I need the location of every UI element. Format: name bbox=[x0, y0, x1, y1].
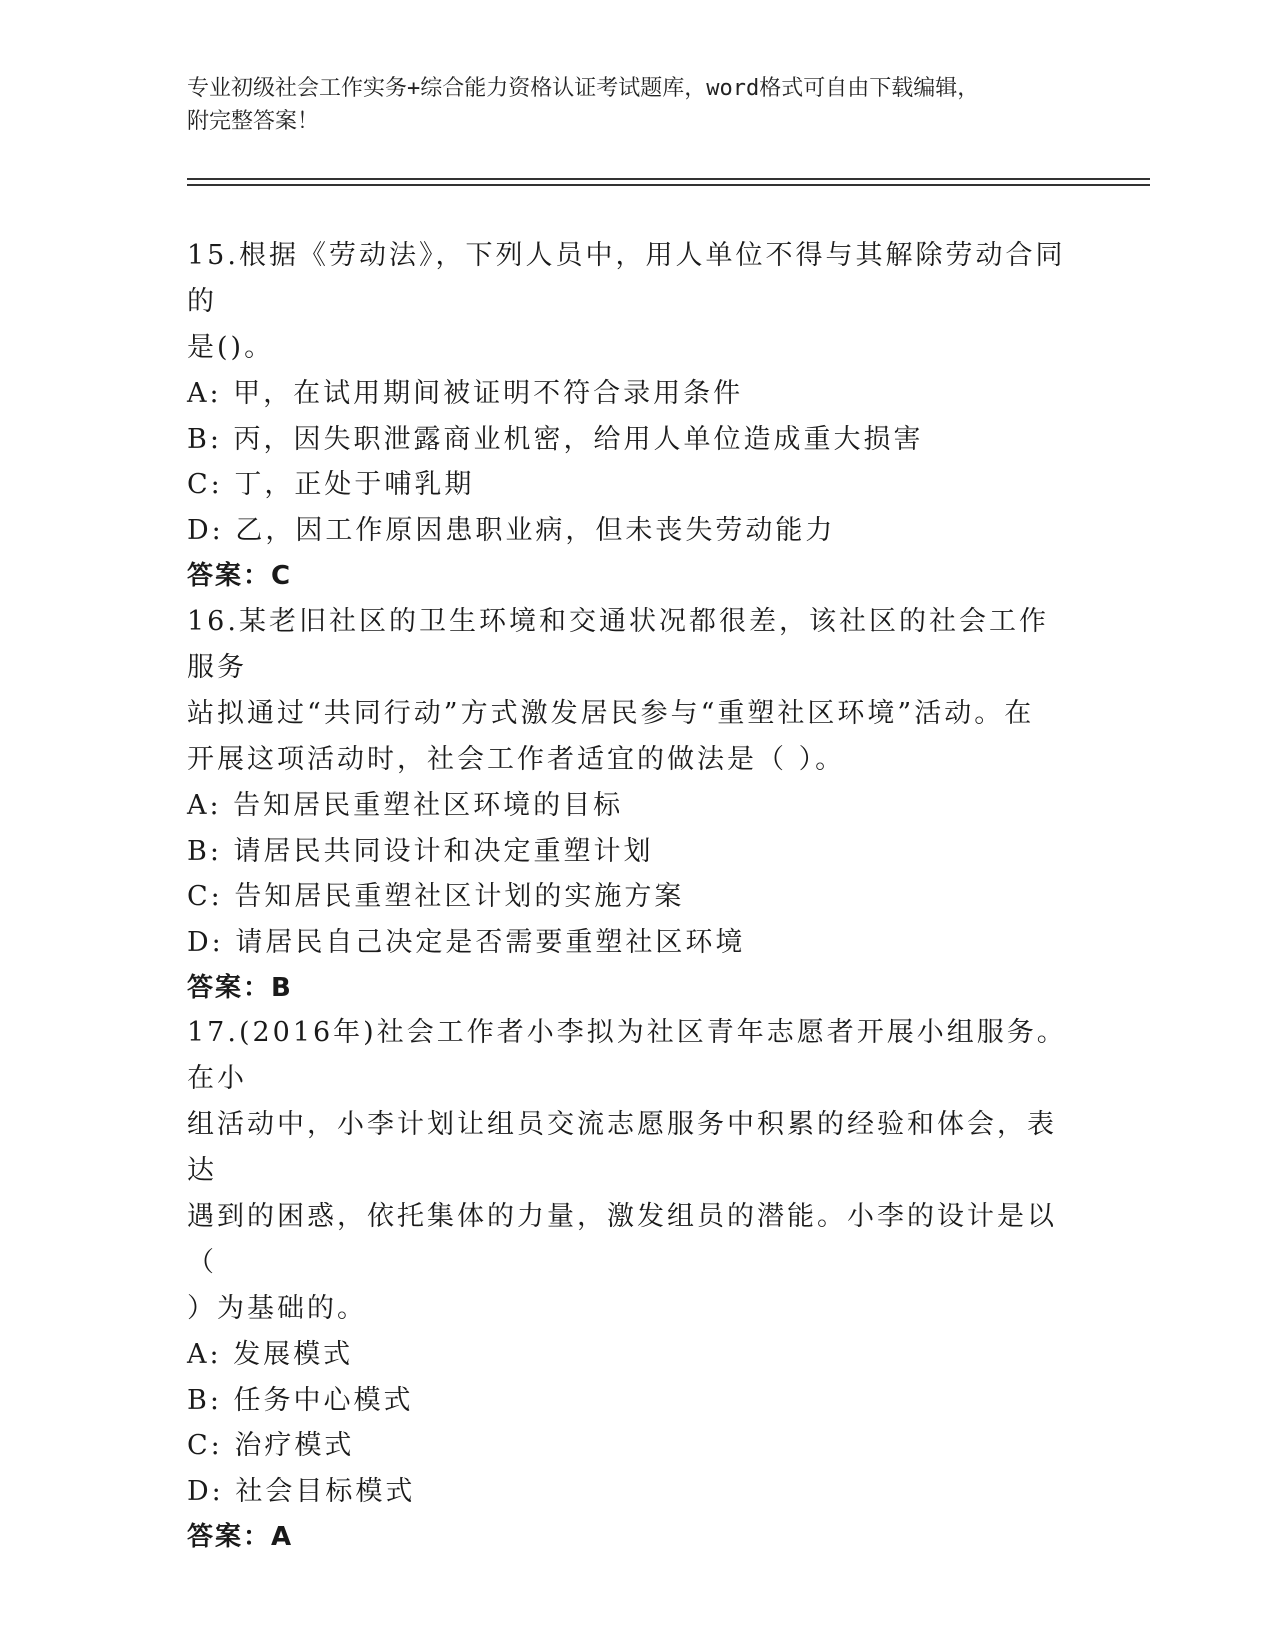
question-stem-line: ）为基础的。 bbox=[187, 1293, 367, 1324]
question-stem-line: 是()。 bbox=[187, 332, 275, 363]
option-c: C: 告知居民重塑社区计划的实施方案 bbox=[187, 881, 685, 912]
question-17 bbox=[187, 1010, 1077, 1560]
question-stem-line: 组活动中，小李计划让组员交流志愿服务中积累的经验和体会，表达 bbox=[187, 1109, 1057, 1186]
option-a: A: 发展模式 bbox=[187, 1339, 354, 1370]
option-c: C: 丁，正处于哺乳期 bbox=[187, 469, 475, 500]
question-stem-line: 遇到的困惑，依托集体的力量，激发组员的潜能。小李的设计是以（ bbox=[187, 1201, 1057, 1278]
option-a: A: 甲，在试用期间被证明不符合录用条件 bbox=[187, 378, 744, 409]
question-stem-line: 15.根据《劳动法》，下列人员中，用人单位不得与其解除劳动合同的 bbox=[187, 240, 1066, 317]
option-d: D: 社会目标模式 bbox=[187, 1475, 416, 1507]
document-header bbox=[187, 72, 1067, 138]
header-line-2: 附完整答案！ bbox=[187, 109, 320, 134]
answer-label: 答案：B bbox=[187, 973, 293, 1003]
answer-label: 答案：C bbox=[187, 561, 293, 591]
answer-label: 答案：A bbox=[187, 1522, 294, 1552]
header-line-1: 专业初级社会工作实务+综合能力资格认证考试题库，word格式可自由下载编辑， bbox=[187, 76, 980, 101]
option-b: B: 任务中心模式 bbox=[187, 1384, 414, 1416]
question-stem-line: 16.某老旧社区的卫生环境和交通状况都很差，该社区的社会工作服务 bbox=[187, 606, 1049, 683]
option-b: B: 请居民共同设计和决定重塑计划 bbox=[187, 835, 654, 867]
option-d: D: 乙，因工作原因患职业病，但未丧失劳动能力 bbox=[187, 514, 836, 546]
question-stem-line: 17.(2016年)社会工作者小李拟为社区青年志愿者开展小组服务。在小 bbox=[187, 1017, 1067, 1094]
option-b: B: 丙，因失职泄露商业机密，给用人单位造成重大损害 bbox=[187, 423, 924, 455]
question-16 bbox=[187, 599, 1077, 1011]
header-divider-top bbox=[187, 178, 1150, 180]
question-stem-line: 开展这项活动时，社会工作者适宜的做法是（ ）。 bbox=[187, 744, 846, 775]
option-a: A: 告知居民重塑社区环境的目标 bbox=[187, 790, 624, 821]
option-d: D: 请居民自己决定是否需要重塑社区环境 bbox=[187, 926, 746, 958]
option-c: C: 治疗模式 bbox=[187, 1430, 355, 1461]
question-stem-line: 站拟通过“共同行动”方式激发居民参与“重塑社区环境”活动。在 bbox=[187, 698, 1035, 729]
question-15 bbox=[187, 233, 1077, 599]
header-divider-bottom bbox=[187, 184, 1150, 186]
